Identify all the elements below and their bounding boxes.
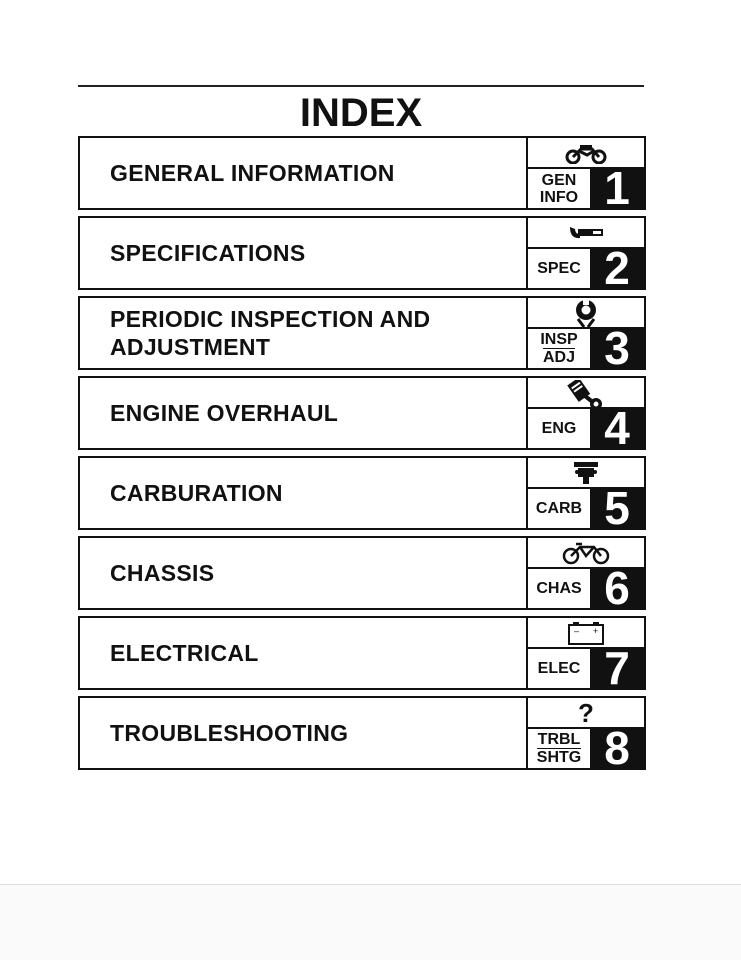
section-abbr-line1: ENG	[541, 420, 577, 437]
section-number: 3	[590, 329, 644, 368]
index-row-troubleshooting[interactable]	[78, 696, 646, 774]
section-tab[interactable]	[526, 298, 644, 374]
battery-minus-label: –	[574, 625, 580, 636]
index-row-engine-overhaul[interactable]	[78, 376, 646, 454]
question-mark-glyph: ?	[578, 697, 594, 728]
section-number: 1	[590, 169, 644, 208]
section-number: 5	[590, 489, 644, 528]
section-number: 7	[590, 649, 644, 688]
section-abbr-line1: INSP	[540, 331, 578, 348]
section-abbr-line1: SPEC	[537, 260, 581, 277]
index-row-carburation[interactable]	[78, 456, 646, 534]
section-abbr-line2: INFO	[539, 188, 579, 206]
section-tab[interactable]	[526, 378, 644, 454]
section-number: 2	[590, 249, 644, 288]
section-abbr-line1: CHAS	[536, 580, 582, 597]
section-label: SPECIFICATIONS	[110, 240, 306, 266]
section-tab[interactable]	[526, 458, 644, 534]
index-row-general-information[interactable]	[78, 136, 646, 214]
section-abbr-line1: CARB	[535, 500, 583, 517]
section-label: CHASSIS	[110, 560, 215, 586]
section-tab[interactable]	[526, 218, 644, 294]
section-tab[interactable]	[526, 697, 644, 774]
section-abbr-line2: ADJ	[542, 349, 575, 366]
index-row-specifications[interactable]	[78, 216, 646, 294]
section-number: 8	[590, 729, 644, 768]
section-number: 6	[590, 569, 644, 608]
section-abbr-line1: GEN	[541, 171, 577, 189]
index-list	[78, 136, 646, 776]
footer-area	[0, 885, 741, 960]
section-tab[interactable]	[526, 538, 644, 614]
section-label: ENGINE OVERHAUL	[110, 400, 339, 426]
section-label: TROUBLESHOOTING	[110, 720, 349, 746]
section-abbr-line2: SHTG	[536, 749, 582, 766]
section-tab[interactable]	[526, 618, 644, 694]
section-abbr-line1: TRBL	[537, 731, 581, 748]
page-title: INDEX	[299, 91, 423, 135]
section-abbr-line1: ELEC	[537, 660, 581, 677]
index-row-chassis[interactable]	[78, 536, 646, 614]
battery-plus-label: +	[593, 625, 599, 636]
section-label: PERIODIC INSPECTION AND ADJUSTMENT	[110, 306, 431, 360]
section-label: ELECTRICAL	[110, 640, 259, 666]
index-row-periodic-inspection[interactable]	[78, 296, 646, 374]
index-row-electrical[interactable]	[78, 616, 646, 694]
section-number: 4	[590, 409, 644, 448]
section-label: CARBURATION	[110, 480, 283, 506]
section-label: GENERAL INFORMATION	[110, 160, 395, 186]
top-rule	[78, 85, 644, 87]
section-tab[interactable]	[526, 138, 644, 214]
